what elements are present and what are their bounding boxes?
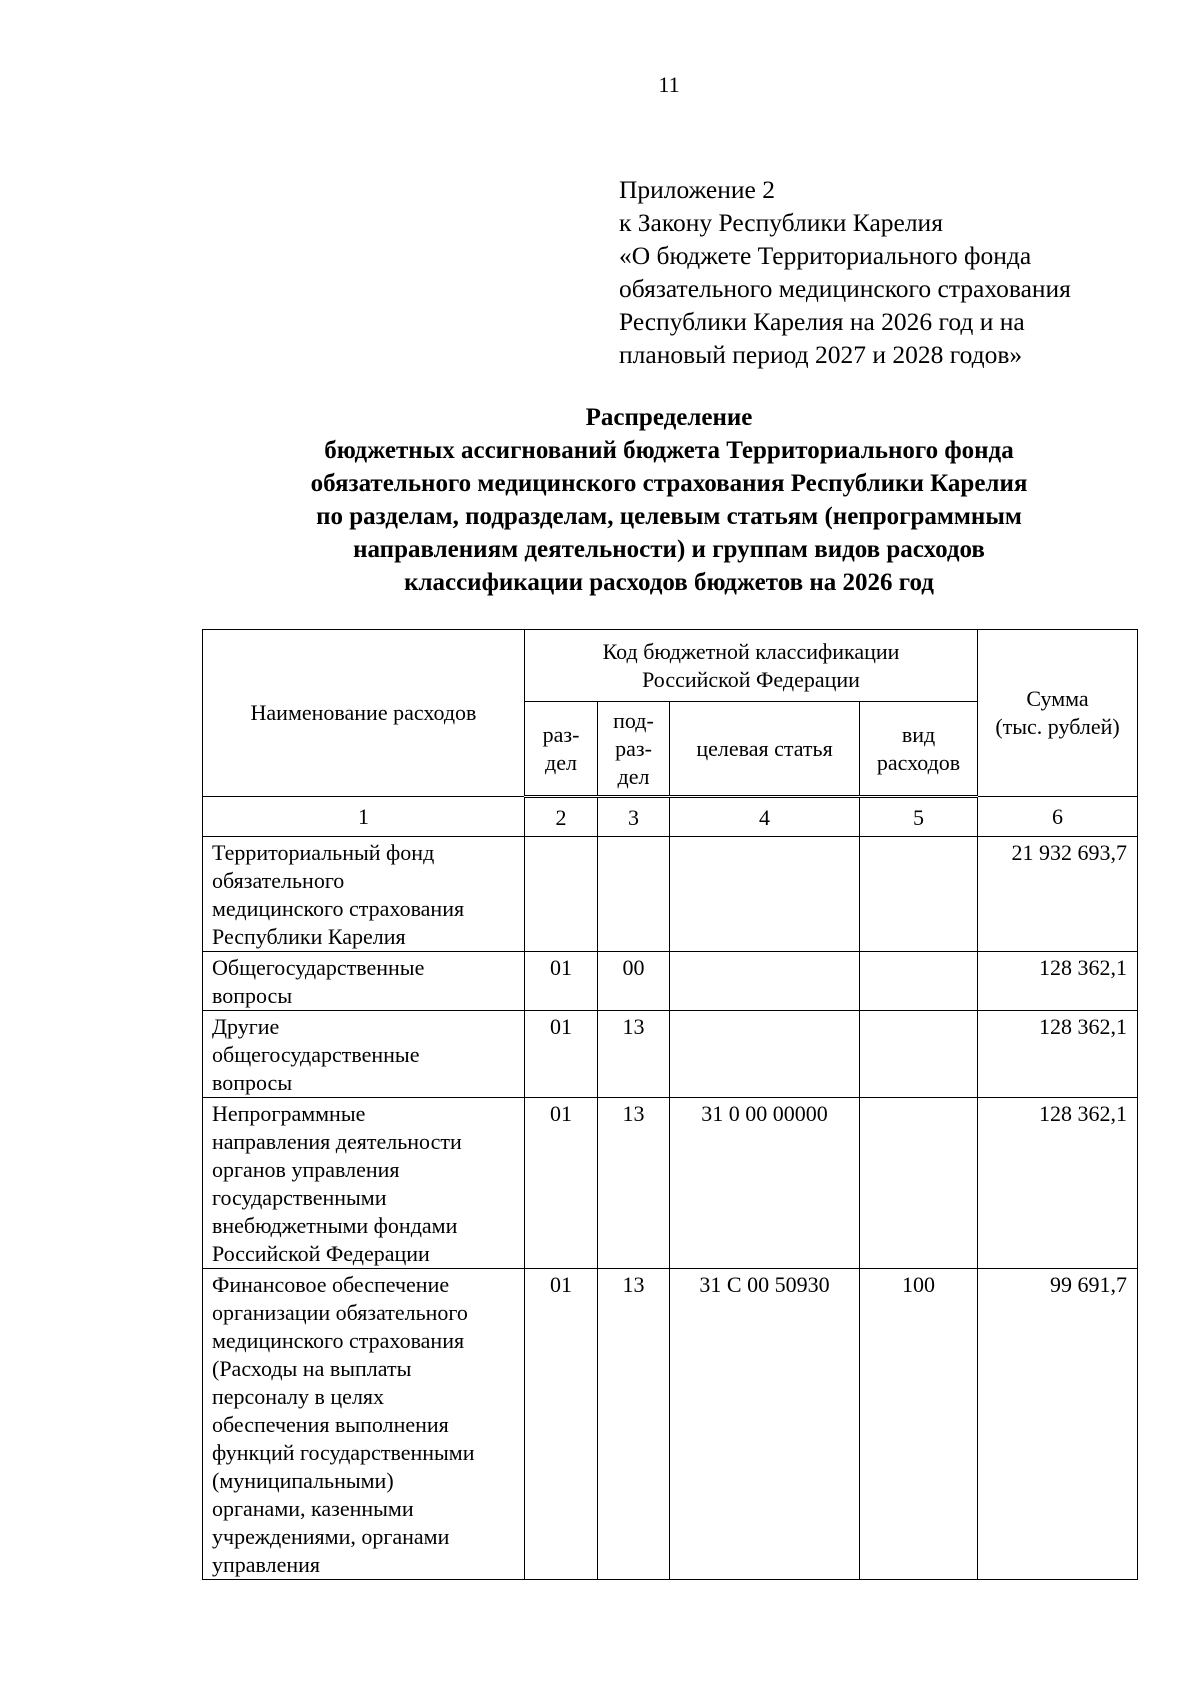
row-target — [670, 837, 860, 952]
header-type — [860, 702, 978, 797]
row-name-line: вопросы — [212, 983, 293, 1008]
row-section: 01 — [525, 952, 598, 1011]
document-title — [200, 401, 1138, 599]
row-name-line: обеспечения выполнения — [212, 1412, 449, 1437]
row-target: 31 С 00 50930 — [670, 1269, 860, 1580]
appendix-line: «О бюджете Территориального фонда — [619, 241, 1032, 270]
title-line: направлениям деятельности) и группам видов расходов — [353, 536, 985, 563]
header-subsection-line: дел — [617, 763, 650, 789]
row-name-line: органами, казенными — [212, 1496, 414, 1521]
row-name-line: (Расходы на выплаты — [212, 1356, 412, 1381]
row-sum: 99 691,7 — [978, 1269, 1138, 1580]
budget-table — [202, 629, 1138, 1580]
column-numbers-row — [203, 797, 1138, 837]
row-type — [860, 1011, 978, 1098]
row-type: 100 — [860, 1269, 978, 1580]
row-name-line: учреждениями, органами — [212, 1524, 450, 1549]
page-number: 11 — [658, 72, 680, 97]
header-section — [525, 702, 598, 797]
header-section-line: раз- — [542, 721, 580, 747]
header-target: целевая статья — [670, 702, 860, 797]
table-row — [203, 1269, 1138, 1580]
row-type — [860, 952, 978, 1011]
appendix-line: плановый период 2027 и 2028 годов» — [619, 340, 1023, 369]
header-code-group — [525, 630, 978, 702]
row-name — [203, 1098, 525, 1269]
row-section: 01 — [525, 1269, 598, 1580]
header-code-line: Код бюджетной классификации — [602, 638, 900, 664]
row-name-line: Российской Федерации — [212, 1241, 430, 1266]
column-number: 6 — [978, 797, 1138, 837]
row-name-line: персоналу в целях — [212, 1384, 385, 1409]
row-section: 01 — [525, 1098, 598, 1269]
row-name-line: Другие — [212, 1014, 280, 1039]
table-row — [203, 1098, 1138, 1269]
column-number: 5 — [860, 797, 978, 837]
header-type-line: расходов — [876, 749, 961, 775]
row-section — [525, 837, 598, 952]
table-row — [203, 1011, 1138, 1098]
row-name-line: общегосударственные — [212, 1042, 420, 1067]
header-subsection-line: под- — [613, 707, 654, 733]
row-target — [670, 1011, 860, 1098]
row-name-line: Общегосударственные — [212, 955, 425, 980]
row-name-line: направления деятельности — [212, 1129, 462, 1154]
row-name-line: Территориальный фонд — [212, 840, 435, 865]
row-name-line: Финансовое обеспечение — [212, 1272, 450, 1297]
header-subsection — [598, 702, 670, 797]
header-sum-line: (тыс. рублей) — [995, 714, 1120, 739]
row-name-line: обязательного — [212, 868, 345, 893]
row-name-line: управления — [212, 1552, 321, 1577]
row-target — [670, 952, 860, 1011]
row-subsection: 13 — [598, 1269, 670, 1580]
row-name-line: функций государственными — [212, 1440, 475, 1465]
title-line: по разделам, подразделам, целевым статьям (непрограммным — [316, 503, 1022, 530]
row-subsection — [598, 837, 670, 952]
row-name-line: медицинского страхования — [212, 896, 465, 921]
header-section-line: дел — [545, 749, 577, 775]
title-line: классификации расходов бюджетов на 2026 год — [404, 569, 934, 596]
header-sum-line: Сумма — [1026, 686, 1089, 711]
row-sum: 128 362,1 — [978, 1098, 1138, 1269]
title-line: обязательного медицинского страхования Республики Карелия — [310, 470, 1028, 497]
row-subsection: 13 — [598, 1098, 670, 1269]
row-sum: 21 932 693,7 — [978, 837, 1138, 952]
row-name-line: медицинского страхования — [212, 1328, 465, 1353]
title-line: бюджетных ассигнований бюджета Территориального фонда — [324, 437, 1014, 464]
header-type-line: вид — [901, 721, 936, 747]
table-row — [203, 952, 1138, 1011]
header-subsection-line: раз- — [615, 735, 652, 761]
row-name-line: внебюджетными фондами — [212, 1213, 458, 1238]
row-name-line: (муниципальными) — [212, 1468, 394, 1493]
row-name-line: органов управления — [212, 1157, 400, 1182]
column-number: 4 — [670, 797, 860, 837]
row-sum: 128 362,1 — [978, 952, 1138, 1011]
header-name: Наименование расходов — [203, 630, 525, 797]
row-name — [203, 837, 525, 952]
row-name — [203, 1011, 525, 1098]
header-code-line: Российской Федерации — [642, 666, 860, 692]
appendix-line: Приложение 2 — [619, 175, 775, 204]
row-subsection: 00 — [598, 952, 670, 1011]
title-line: Распределение — [585, 404, 753, 431]
row-type — [860, 837, 978, 952]
appendix-reference — [619, 173, 1179, 371]
row-name-line: государственными — [212, 1185, 387, 1210]
appendix-line: Республики Карелия на 2026 год и на — [619, 307, 1025, 336]
row-name — [203, 1269, 525, 1580]
row-name-line: организации обязательного — [212, 1300, 468, 1325]
row-subsection: 13 — [598, 1011, 670, 1098]
appendix-line: обязательного медицинского страхования — [619, 274, 1071, 303]
column-number: 3 — [598, 797, 670, 837]
row-name-line: Непрограммные — [212, 1101, 366, 1126]
row-name-line: вопросы — [212, 1070, 293, 1095]
column-number: 2 — [525, 797, 598, 837]
table-row — [203, 837, 1138, 952]
header-sum — [978, 630, 1138, 797]
row-target: 31 0 00 00000 — [670, 1098, 860, 1269]
row-name-line: Республики Карелия — [212, 924, 406, 949]
row-sum: 128 362,1 — [978, 1011, 1138, 1098]
row-name — [203, 952, 525, 1011]
row-type — [860, 1098, 978, 1269]
row-section: 01 — [525, 1011, 598, 1098]
appendix-line: к Закону Республики Карелия — [619, 208, 943, 237]
column-number: 1 — [203, 797, 525, 837]
